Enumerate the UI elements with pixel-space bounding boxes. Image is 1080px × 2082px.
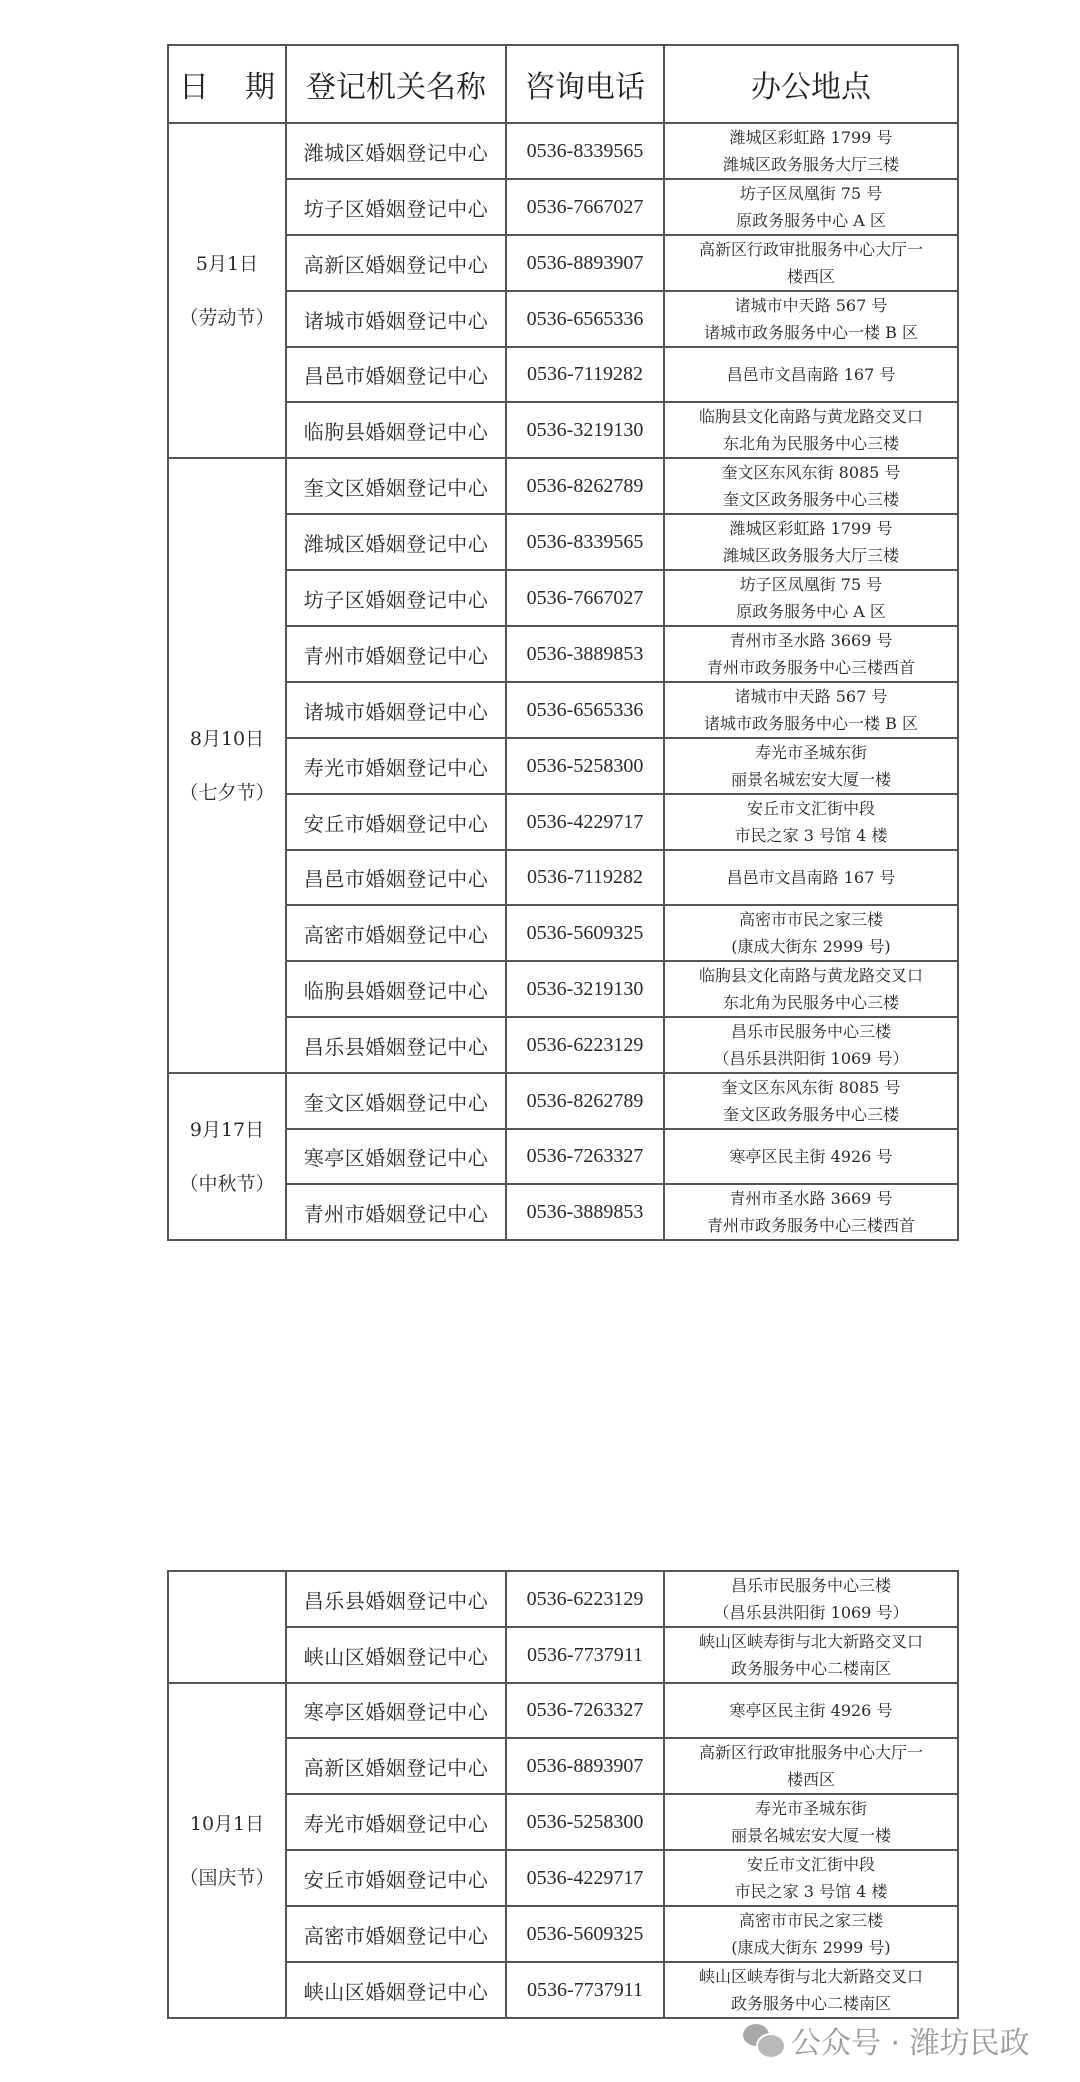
holiday-label: （七夕节） [179,781,275,804]
address-line-2: 楼西区 [786,267,835,286]
address-line-2: （昌乐县洪阳街 1069 号） [713,1049,909,1068]
wechat-icon [743,2024,783,2056]
address-cell [664,514,958,570]
table-body [168,1571,958,2018]
address-cell [664,1184,958,1240]
address-line-1: 高新区行政审批服务中心大厅一 [698,240,923,259]
phone-number: 0536-3889853 [506,626,664,682]
header-date: 日 期 [168,45,286,123]
address-line-1: 寿光市圣城东街 [754,1799,867,1818]
phone-number: 0536-7263327 [506,1683,664,1738]
registry-name: 高密市婚姻登记中心 [286,905,506,961]
table-row [168,179,958,235]
address-cell [664,794,958,850]
address-line-1: 潍城区彩虹路 1799 号 [729,519,893,538]
registry-name: 高新区婚姻登记中心 [286,1738,506,1794]
address-line-2: 市民之家 3 号馆 4 楼 [734,826,888,845]
address-line-2: 奎文区政务服务中心三楼 [722,490,899,509]
phone-number: 0536-7667027 [506,570,664,626]
address-line-1: 昌乐市民服务中心三楼 [730,1022,891,1041]
address-cell [664,347,958,402]
address-line-1: 峡山区峡寿街与北大新路交叉口 [698,1967,923,1986]
address-cell [664,1571,958,1627]
table-row [168,905,958,961]
address-line-1: 临朐县文化南路与黄龙路交叉口 [698,407,923,426]
header-address: 办公地点 [664,45,958,123]
registry-name: 昌乐县婚姻登记中心 [286,1571,506,1627]
address-cell [664,850,958,905]
table-row [168,123,958,179]
date-label: 10月1日 [189,1812,265,1835]
registry-name: 高新区婚姻登记中心 [286,235,506,291]
address-cell [664,626,958,682]
address-line-2: 东北角为民服务中心三楼 [722,434,899,453]
registry-name: 峡山区婚姻登记中心 [286,1627,506,1683]
address-line-2: 诸城市政务服务中心一楼 B 区 [704,323,918,342]
address-line-1: 寒亭区民主街 4926 号 [729,1701,893,1720]
address-cell [664,458,958,514]
table-row [168,1850,958,1906]
table-row [168,570,958,626]
date-label: 9月17日 [189,1118,265,1141]
phone-number: 0536-5258300 [506,1794,664,1850]
phone-number: 0536-7119282 [506,850,664,905]
address-line-2: 诸城市政务服务中心一楼 B 区 [704,714,918,733]
phone-number: 0536-4229717 [506,794,664,850]
address-line-2: 潍城区政务服务大厅三楼 [722,155,899,174]
address-line-2: 青州市政务服务中心三楼西首 [706,1216,915,1235]
table-row [168,347,958,402]
address-cell [664,402,958,458]
holiday-label: （国庆节） [179,1866,275,1889]
header-phone: 咨询电话 [506,45,664,123]
address-line-1: 奎文区东风东街 8085 号 [721,1078,901,1097]
registry-name: 峡山区婚姻登记中心 [286,1962,506,2018]
registry-name: 潍城区婚姻登记中心 [286,123,506,179]
table-row [168,1571,958,1627]
address-line-1: 坊子区凤凰街 75 号 [739,575,883,594]
address-line-1: 安丘市文汇街中段 [746,1855,875,1874]
table-row [168,682,958,738]
address-line-1: 高新区行政审批服务中心大厅一 [698,1743,923,1762]
phone-number: 0536-8339565 [506,123,664,179]
address-cell [664,1683,958,1738]
address-cell [664,905,958,961]
address-cell [664,123,958,179]
address-line-2: 青州市政务服务中心三楼西首 [706,658,915,677]
phone-number: 0536-7737911 [506,1627,664,1683]
address-cell [664,1017,958,1073]
address-line-2: 政务服务中心二楼南区 [730,1659,891,1678]
phone-number: 0536-6223129 [506,1571,664,1627]
table-body [168,123,958,1240]
address-cell [664,1850,958,1906]
address-line-1: 青州市圣水路 3669 号 [729,1189,893,1208]
registry-name: 潍城区婚姻登记中心 [286,514,506,570]
table-row [168,1738,958,1794]
table-row [168,1017,958,1073]
registry-name: 奎文区婚姻登记中心 [286,1073,506,1129]
registry-name: 青州市婚姻登记中心 [286,626,506,682]
table-row [168,626,958,682]
address-cell [664,235,958,291]
address-line-2: 市民之家 3 号馆 4 楼 [734,1882,888,1901]
address-line-1: 潍城区彩虹路 1799 号 [729,128,893,147]
table-row [168,850,958,905]
address-cell [664,291,958,347]
address-line-1: 坊子区凤凰街 75 号 [739,184,883,203]
phone-number: 0536-3889853 [506,1184,664,1240]
address-cell [664,1738,958,1794]
registry-name: 寒亭区婚姻登记中心 [286,1129,506,1184]
address-line-1: 寿光市圣城东街 [754,743,867,762]
address-cell [664,1129,958,1184]
phone-number: 0536-5258300 [506,738,664,794]
phone-number: 0536-3219130 [506,402,664,458]
phone-number: 0536-8893907 [506,1738,664,1794]
registry-name: 诸城市婚姻登记中心 [286,682,506,738]
table-row [168,1184,958,1240]
table-row [168,291,958,347]
phone-number: 0536-7667027 [506,179,664,235]
address-cell [664,1794,958,1850]
address-line-1: 临朐县文化南路与黄龙路交叉口 [698,966,923,985]
address-line-2: 原政务服务中心 A 区 [736,211,886,230]
registry-name: 临朐县婚姻登记中心 [286,402,506,458]
phone-number: 0536-3219130 [506,961,664,1017]
phone-number: 0536-6223129 [506,1017,664,1073]
address-line-2: (康成大街东 2999 号) [731,1938,891,1957]
date-label: 8月10日 [189,727,265,750]
holiday-label: （劳动节） [179,306,275,329]
address-line-1: 高密市市民之家三楼 [738,910,883,929]
registry-name: 坊子区婚姻登记中心 [286,570,506,626]
registry-name: 诸城市婚姻登记中心 [286,291,506,347]
table-row [168,1906,958,1962]
address-line-1: 诸城市中天路 567 号 [734,296,888,315]
address-line-1: 峡山区峡寿街与北大新路交叉口 [698,1632,923,1651]
phone-number: 0536-5609325 [506,905,664,961]
address-cell [664,682,958,738]
phone-number: 0536-7119282 [506,347,664,402]
address-cell [664,738,958,794]
registry-name: 昌邑市婚姻登记中心 [286,347,506,402]
address-line-2: 原政务服务中心 A 区 [736,602,886,621]
address-cell [664,1962,958,2018]
phone-number: 0536-8262789 [506,1073,664,1129]
table-row [168,514,958,570]
table-row [168,1627,958,1683]
address-line-2: 丽景名城宏安大厦一楼 [730,1826,891,1845]
phone-number: 0536-8893907 [506,235,664,291]
table-row [168,1129,958,1184]
address-line-2: 政务服务中心二楼南区 [730,1994,891,2013]
phone-number: 0536-6565336 [506,291,664,347]
header-registry-name: 登记机关名称 [286,45,506,123]
phone-number: 0536-5609325 [506,1906,664,1962]
address-cell [664,570,958,626]
phone-number: 0536-6565336 [506,682,664,738]
table-row [168,402,958,458]
phone-number: 0536-7737911 [506,1962,664,2018]
address-cell [664,179,958,235]
registry-name: 高密市婚姻登记中心 [286,1906,506,1962]
address-line-2: 楼西区 [786,1770,835,1789]
address-line-1: 昌邑市文昌南路 167 号 [726,868,896,887]
table-row [168,738,958,794]
watermark [743,2018,1030,2062]
phone-number: 0536-7263327 [506,1129,664,1184]
address-line-2: 东北角为民服务中心三楼 [722,993,899,1012]
date-cell [168,458,286,1073]
address-cell [664,1627,958,1683]
address-line-2: (康成大街东 2999 号) [731,937,891,956]
registry-name: 奎文区婚姻登记中心 [286,458,506,514]
watermark-text: 公众号 · 潍坊民政 [791,2026,1030,2061]
date-cell [168,123,286,458]
address-line-2: 奎文区政务服务中心三楼 [722,1105,899,1124]
holiday-label: （中秋节） [179,1172,275,1195]
registry-name: 昌邑市婚姻登记中心 [286,850,506,905]
phone-number: 0536-4229717 [506,1850,664,1906]
registry-name: 寿光市婚姻登记中心 [286,738,506,794]
table-row [168,1794,958,1850]
address-line-2: （昌乐县洪阳街 1069 号） [713,1603,909,1622]
address-cell [664,961,958,1017]
registry-name: 坊子区婚姻登记中心 [286,179,506,235]
address-line-1: 寒亭区民主街 4926 号 [729,1147,893,1166]
date-cell [168,1073,286,1240]
table-row [168,961,958,1017]
registry-name: 安丘市婚姻登记中心 [286,1850,506,1906]
phone-number: 0536-8339565 [506,514,664,570]
schedule-table-page-2 [167,1570,959,2019]
address-line-1: 昌乐市民服务中心三楼 [730,1576,891,1595]
address-line-1: 昌邑市文昌南路 167 号 [726,365,896,384]
registry-name: 寒亭区婚姻登记中心 [286,1683,506,1738]
address-line-2: 潍城区政务服务大厅三楼 [722,546,899,565]
address-cell [664,1906,958,1962]
date-label: 5月1日 [195,252,259,275]
table-row [168,1073,958,1129]
registry-name: 昌乐县婚姻登记中心 [286,1017,506,1073]
table-row [168,1683,958,1738]
phone-number: 0536-8262789 [506,458,664,514]
table-row [168,794,958,850]
schedule-table-page-1 [167,44,959,1241]
address-line-1: 奎文区东风东街 8085 号 [721,463,901,482]
table-row [168,458,958,514]
address-line-1: 安丘市文汇街中段 [746,799,875,818]
address-line-1: 青州市圣水路 3669 号 [729,631,893,650]
registry-name: 临朐县婚姻登记中心 [286,961,506,1017]
date-cell [168,1571,286,1683]
address-line-2: 丽景名城宏安大厦一楼 [730,770,891,789]
table-row [168,1962,958,2018]
registry-name: 安丘市婚姻登记中心 [286,794,506,850]
address-line-1: 高密市市民之家三楼 [738,1911,883,1930]
date-cell [168,1683,286,2018]
table-row [168,235,958,291]
address-line-1: 诸城市中天路 567 号 [734,687,888,706]
registry-name: 寿光市婚姻登记中心 [286,1794,506,1850]
registry-name: 青州市婚姻登记中心 [286,1184,506,1240]
address-cell [664,1073,958,1129]
